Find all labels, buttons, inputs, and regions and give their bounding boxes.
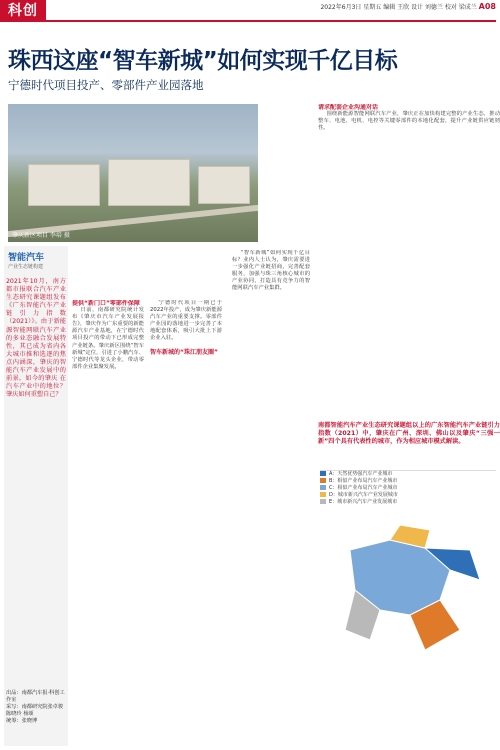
legend-label: B：相似产业布局汽车产业城市 [329,478,398,484]
headline-title: 珠西这座“智车新城”如何实现千亿目标 [8,48,398,74]
legend-label: A：天然优势强汽车产业城市 [329,471,393,477]
legend-swatch [320,471,326,476]
column-text: 宁德时代项目一期已于2022年投产，成为肇庆新能源汽车产业的重要支撑。零部件产业园的落地进一步完善了本地配套体系，吸引大批上下游企业入驻。 [150,300,222,342]
photo-building [28,164,100,206]
legend-label: C：相似产业布局汽车产业城市 [329,485,398,491]
page-number: A08 [478,2,496,11]
sidebar-lead: 2021年10月，南方都市报联合汽车产业生态研究课题组发布《广东智能汽车产业链引力指数（2021）》。由于新能源智能网联汽车产业的多业态融合发展特性，其已成为省内各大城市推和选逐的焦点内涵深，肇庆的智能汽车产业发展中的前景。如今的肇庆 在汽车产业中的地位？肇庆如何重塑自己？ [6,278,66,399]
logo-subtitle: 产业生态链构建 [8,264,44,270]
legend-item [320,499,496,506]
legend-item [320,478,496,485]
headline-subtitle: 宁德时代项目投产、零部件产业园落地 [8,78,204,92]
article-column-1 [72,300,144,748]
news-photo [8,104,258,242]
legend-item [320,492,496,499]
photo-building [108,159,190,206]
article-column-2 [150,300,222,748]
section-tag: 科创 [0,0,46,22]
legend-item [320,471,496,478]
legend-item [320,485,496,492]
sidebar-credits [6,690,66,725]
page-header [0,0,500,26]
column-text: 围绕新能源智能网联汽车产业，肇庆正在加快构建完整的产业生态，推动整车、电池、电机、电控等关键零部件的本地化配套，提升产业链供应链韧性。 [318,111,500,132]
issue-info [320,2,496,11]
legend-label: E：城市新兴汽车产业发展城市 [329,499,398,505]
region-map [330,520,490,670]
legend-swatch [320,485,326,490]
legend-swatch [320,478,326,483]
section-heading: 智车新城的“珠江朋友圈” [150,348,218,356]
legend-swatch [320,492,326,497]
credit-line: 出品：南都汽车报·科创工作室 [6,690,65,703]
photo-caption: 肇庆新区项目 李培 摄 [12,232,70,239]
credit-line: 统筹：张晓博 [6,718,38,724]
article-column-3 [232,250,310,748]
section-heading: 请求配套企业沟通对话 [318,104,379,111]
credit-line: 采写：南都研究院张卓骏 陈晓玲 杨颂 [6,704,64,717]
header-rule [46,20,496,22]
column-text: 日前，南都研究院统计发布《肇庆市汽车产业发展报告》，肇庆作为广东重要的新能源汽车产业基地，在宁德时代项目投产的带动下已形成完整产业链条。肇庆新区围绕“智车新城”定位，引进了小鹏汽车、宁德时代等龙头企业，带动零部件企业集聚发展。 [72,307,144,370]
legend-swatch [320,499,326,504]
highlight-text: 南都智能汽车产业生态研究课题组以上的广东智能汽车产业链引力指数（2021）中，肇庆在广州、深圳、佛山以及肇庆“三强一新”四个具有代表性的城市，作为相应城市模式解读。 [318,422,500,445]
sidebar-logo [8,250,64,274]
section-heading: 提供“新门口”零部件保障 [72,300,140,307]
logo-title: 智能汽车 [8,253,45,263]
photo-building [198,166,250,204]
issue-text: 2022年6月3日 星期五 编辑 王欣 设计 刘德兰 校对 梁成兰 [320,4,477,11]
article-column-4 [318,104,500,416]
legend-label: D：城市新兴汽车产业发展城市 [329,492,398,498]
column-text: “智车新城”如何实现千亿目标？业内人士认为，肇庆需要进一步强化产业链招商，完善配套服务，加强与珠三角核心城市的产业协同，打造具有竞争力的智能网联汽车产业集群。 [232,250,310,292]
